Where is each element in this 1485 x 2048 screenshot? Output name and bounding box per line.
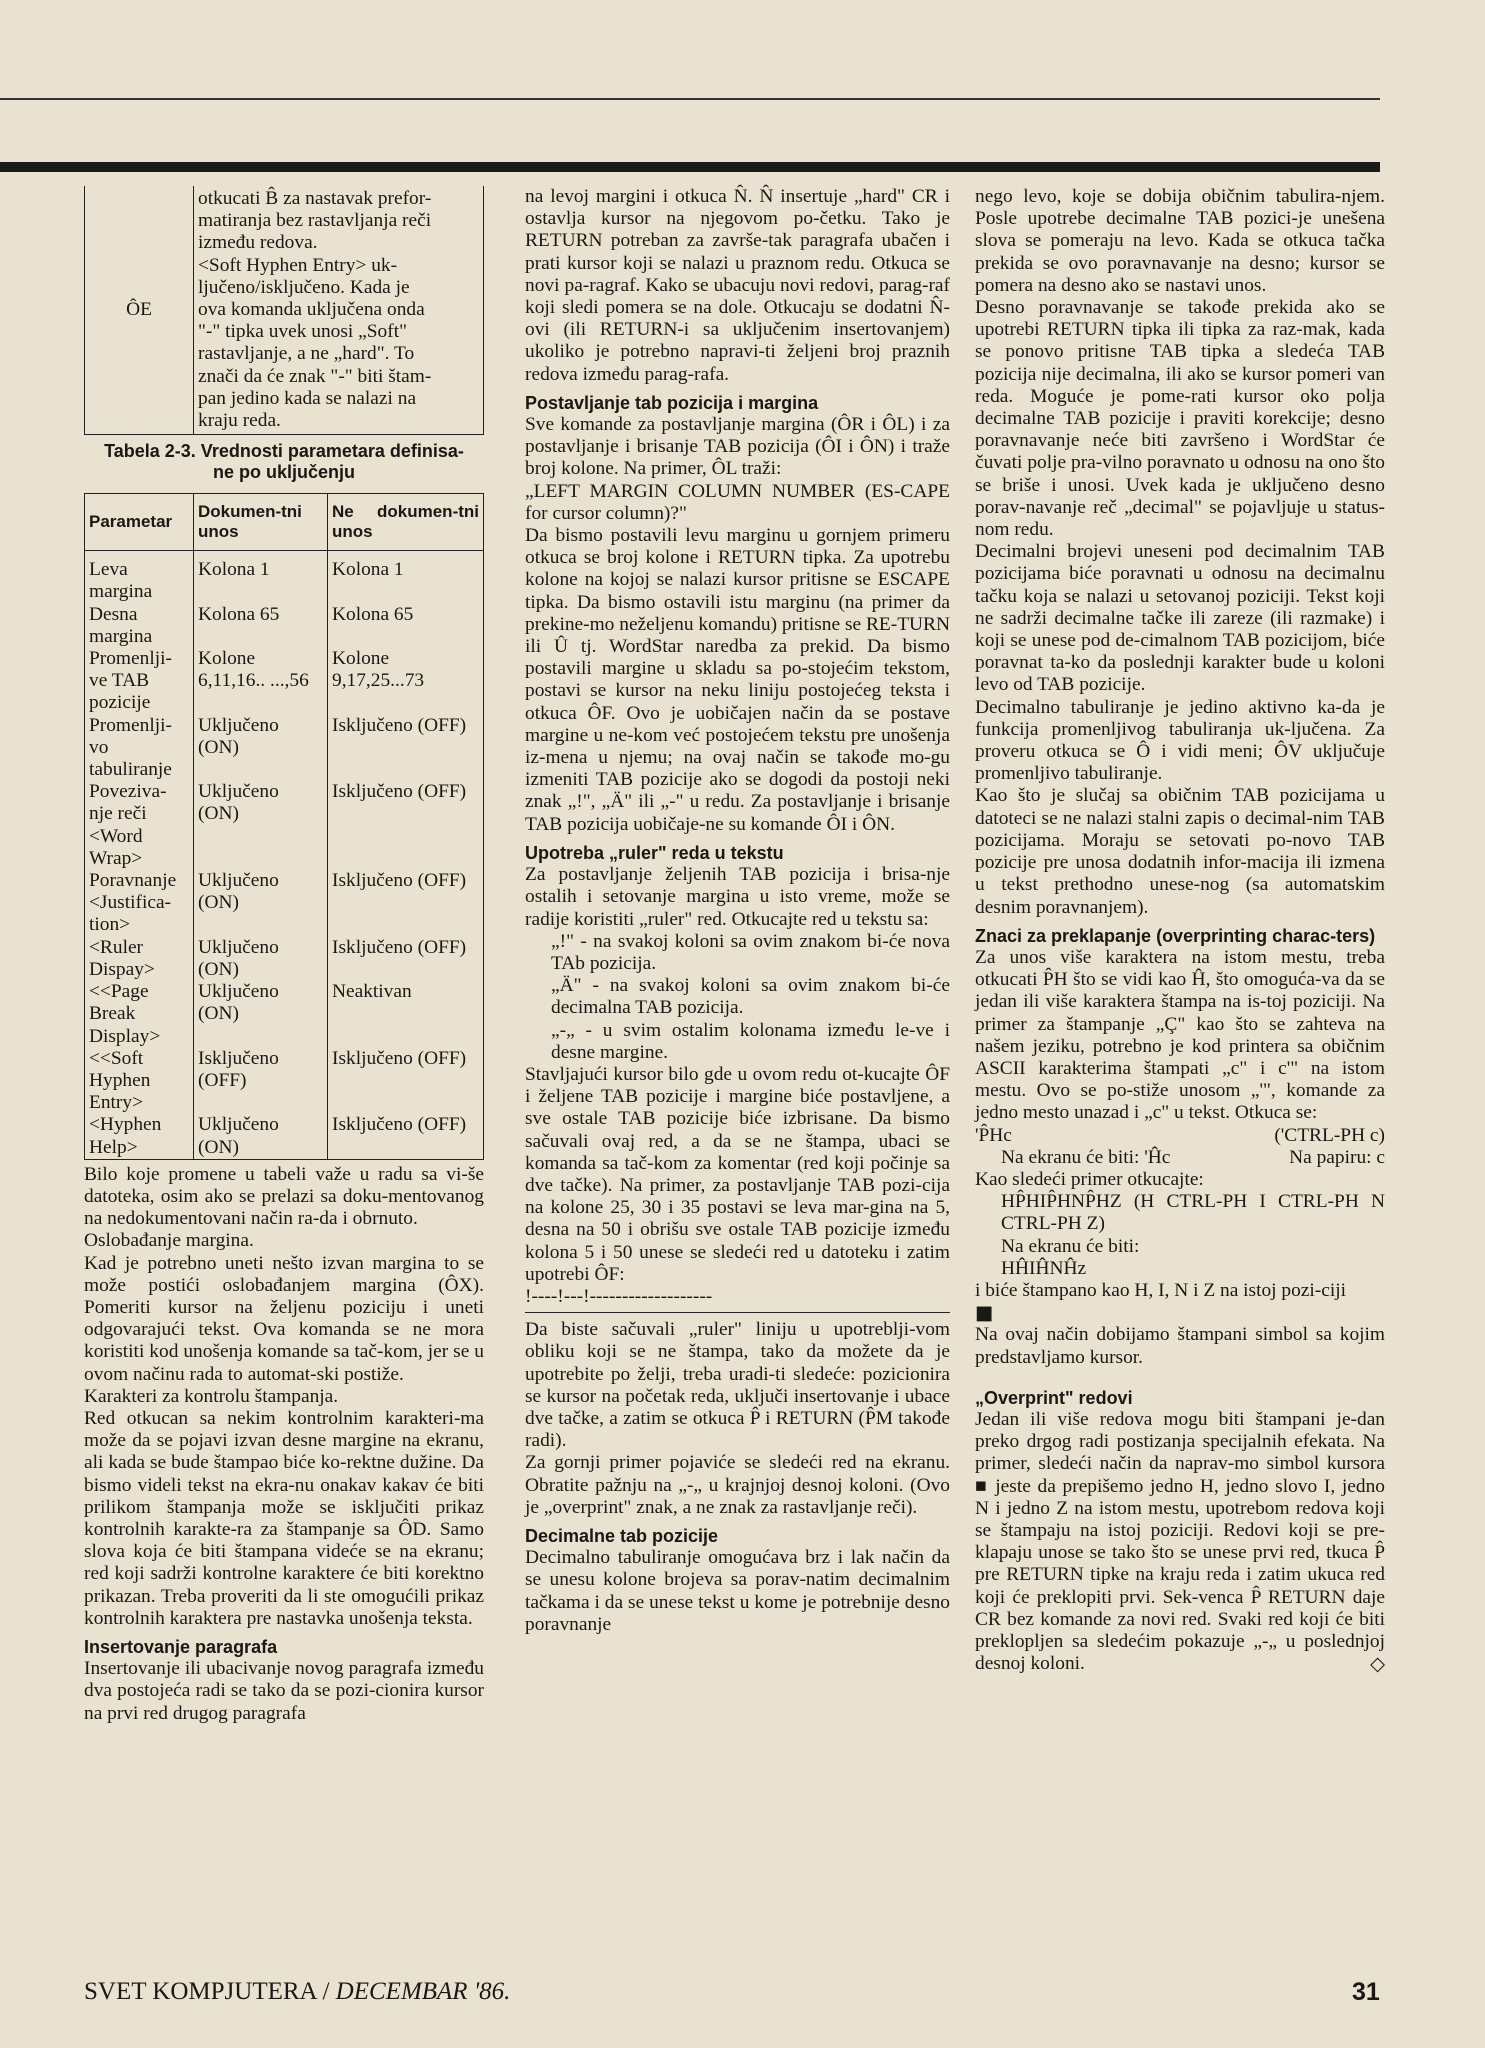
column-2 [525,186,950,1636]
column-3 [975,186,1385,1676]
paragraph: Za gornji primer pojaviće se sledeći red na ekranu. Obratite pažnju na „-„ u krajnjoj desnoj koloni. (Ovo je „overprint" znak, a ne znak za rastavljanje reči). [525,1452,950,1518]
paragraph: Jedan ili više redova mogu biti štampani je-dan preko drgog radi postizanja specijalnih efekata. Na primer, sledeći način da naprav-mo simbol kursora ■ jeste da prepišemo jedno H, jedno slovo I, jedno N i jedno Z na istom mestu, upotrebom redova koji se štampaju na istoj poziciji. Redovi koji se pre-klapaju unose se tako što se unese prvi red, tkuca P̂ pre RETURN tipke na kraju reda i zatim ukuca red koji će preklopiti prvi. Sek-venca P̂ RETURN daje CR bez komande za novi red. Svaki red koji će biti preklopljen sa sledećim pokazuje „-„ u poslednjoj desnoj koloni. [975,1408,1385,1675]
paragraph: Oslobađanje margina. [84,1230,254,1252]
paragraph: Red otkucan sa nekim kontrolnim karakteri-ma može da se pojavi izvan desne margine na ekranu, ali kada se bude štampao biće ko-rektne dužine. Da bismo videli tekst na ekra-nu onakav kakav će biti prilikom štampanja može se isključiti prikaz kontrolnih karakte-ra za štampanje sa ÔD. Samo slova koja će biti štampana videće se na ekranu; red koji sadrži kontrolne karaktere će biti korektno prikazan. Treba proveriti da li ste omogućili prikaz kontrolnih karaktera pre nastavka unošenja teksta. [84,1407,484,1629]
section-heading: Decimalne tab pozicije [525,1525,719,1546]
example-screen: Na ekranu će biti: [1001,1235,1140,1257]
caption-line: Tabela 2-3. Vrednosti parametara definisa- [104,441,464,462]
list-item: „!" - na svakoj koloni sa ovim znakom bi-će nova TAb pozicija. [551,930,950,974]
paragraph: Decimalni brojevi uneseni pod decimalnim TAB pozicijama biće poravnati u odnosu na decimalnu tačku koja se nalazi u setovanoj poziciji. Tekst koji ne sadrži decimalne tačke ili zareze (ili razmake) i koji se unese pod de-cimalnom TAB pozicijom, biće poravnat ta-ko da poslednji karakter bude u koloni levo od TAB pozicije. [975,541,1385,696]
cell-doc: Kolona 1 [194,551,328,604]
box-line: "-" tipka uvek unosi „Soft" [198,321,408,343]
cell-doc: Uključeno (ON) [194,1114,328,1159]
paragraph: Insertovanje ili ubacivanje novog paragrafa između dva postojeća radi se tako da se pozi-cionira kursor na prvi red drugog paragrafa [84,1658,484,1724]
cell-nondoc: Isključeno (OFF) [328,715,484,782]
parameter-table [84,493,484,1159]
cell-nondoc: Isključeno (OFF) [328,1048,484,1115]
cell-nondoc: Kolone 9,17,25...73 [328,648,484,715]
example-line [975,1147,1385,1169]
cell-nondoc: Neaktivan [328,981,484,1048]
command-box [84,186,484,435]
cell-doc: Uključeno (ON) [194,981,328,1048]
cell-doc: Kolone 6,11,16.. ...,56 [194,648,328,715]
paragraph: Karakteri za kontrolu štampanja. [84,1385,339,1407]
example-paper: Na papiru: c [1289,1146,1385,1168]
paragraph: Za postavljanje željenih TAB pozicija i brisa-nje ostalih i setovanje margina u isto vreme, može se radije koristiti „ruler" red. Otkucajte red u tekstu sa: [525,864,950,930]
paragraph: „LEFT MARGIN COLUMN NUMBER (ES-CAPE for cursor column)?" [525,480,950,524]
page-number: 31 [1352,1978,1380,2006]
cell-nondoc: Isključeno (OFF) [328,937,484,981]
cell-param: <Hyphen Help> [85,1114,194,1159]
table-row [85,1048,484,1115]
example-input: HP̂HIP̂HNP̂HZ (H CTRL-PH I CTRL-PH N CTRL-PH Z) [1001,1191,1385,1235]
paragraph: Kao sledeći primer otkucajte: [975,1168,1204,1190]
box-line: otkucati B̂ za nastavak prefor- [198,188,432,209]
header-nedokumentni: Ne dokumen-tni unos [328,494,484,551]
paragraph: Da bismo postavili levu marginu u gornjem primeru otkuca se broj kolone i RETURN tipka. Za upotrebu kolone na kojoj se nalazi kursor pritisne se ESCAPE tipka. Da bismo ostavili istu marginu (na primer da prekine-mo neželjenu komandu) pritisne se RE-TURN ili Û tj. WordStar naredba za prekid. Da bismo postavili margine u skladu sa po-stojećim tekstom, postavi se kursor na neku liniju postojećeg teksta i otkuca ÔF. Ovo je uobičajen način da se postave margine u ne-kom već postojećem tekstu pre unošenja iz-mena u njemu; na ovaj način se takođe mo-gu izmeniti TAB pozicije ako se dogodi da postoji neki znak „!", „Ä" ili „-" u redu. Za postavljanje i brisanje TAB pozicija uobičaje-ne su komande ÔI i ÔN. [525,525,950,835]
cell-param: <Ruler Dispay> [85,937,194,981]
cell-param: Leva margina [85,551,194,604]
issue-date: DECEMBAR '86. [335,1978,511,2005]
box-line: između redova. [198,232,318,254]
table-header-row [85,494,484,551]
top-rule-thin [0,98,1380,100]
cell-param: Poveziva-nje reči <Word Wrap> [85,781,194,870]
section-heading: Postavljanje tab pozicija i margina [525,392,819,413]
table-row [85,937,484,981]
cell-doc: Uključeno (ON) [194,781,328,870]
caption-line: ne po uključenju [212,462,355,483]
footer [84,1978,510,2006]
section-heading: Insertovanje paragrafa [84,1636,278,1657]
cell-nondoc: Isključeno (OFF) [328,781,484,870]
paragraph: Decimalno tabuliranje je jedino aktivno ka-da je funkcija promenljivog tabuliranja uk-ljučena. Za proveru otkuca se Ô i vidi meni; ÔV uključuje promenljivo tabuliranje. [975,696,1385,785]
command-key: ÔE [85,186,194,435]
magazine-name: SVET KOMPJUTERA / [84,1978,330,2005]
paragraph: Desno poravnavanje se takođe prekida ako se upotrebi RETURN tipka ili tipka za raz-mak, kada se ponovo pritisne TAB tipka a sledeća TAB pozicija nije decimalna, ili ako se kursor pomeri van reda. Moguće je pome-rati kursor oko polja decimalne TAB pozicije i praviti korekcije; desno poravnavanje neće biti završeno i WordStar će čuvati polje pra-vilno poravnato u odnosu na ono što se briše i unosi. Uvek kada je uključeno desno porav-navanje reč „decimal" se pojavljuje u status-nom redu. [975,297,1385,541]
header-dokumentni: Dokumen-tni unos [194,494,328,551]
paragraph: Da biste sačuvali „ruler" liniju u upotreblji-vom obliku koji se ne štampa, tako da možete da je upotrebite po želji, treba uradi-ti sledeće: pozicionira se kursor na početak reda, uključi insertovanje i ubace dve tačke, a zatim se otkuca P̂ i RETURN (P̂M takođe radi). [525,1319,950,1452]
ruler-line: !----!---!------------------- [525,1286,950,1313]
paragraph: Decimalno tabuliranje omogućava brz i lak način da se unesu kolone brojeva sa porav-natim decimalnim tačkama i da se unese tekst u kome je potrebnije desno poravnanje [525,1547,950,1635]
example-output: HĤIĤNĤz [1001,1257,1087,1279]
table-row [85,604,484,648]
section-heading: Upotreba „ruler" reda u tekstu [525,842,784,863]
table-row [85,1114,484,1159]
cell-param: <<Page Break Display> [85,981,194,1048]
box-line: ova komanda uključena onda [198,299,425,321]
cell-param: Poravnanje <Justifica-tion> [85,870,194,937]
paragraph: i biće štampano kao H, I, N i Z na istoj pozi-ciji [975,1279,1347,1301]
table-row [85,981,484,1048]
paragraph: Bilo koje promene u tabeli važe u radu sa vi-še datoteka, osim ako se prelazi sa doku-mentovanog na nedokumentovani način ra-da i obrnuto. [84,1163,484,1230]
paragraph: Za unos više karaktera na istom mestu, treba otkucati P̂H što se vidi kao Ĥ, što omogućа-va da se jedan ili više karaktera štampa na is-toj poziciji. Na primer za štampanje „Ç" kao što se zahteva na našem jeziku, potrebno je kod printera sa običnim ASCII karakterima štampati „c" i c'" na istom mestu. Ovo se po-stiže unosom „'", komande za jedno mesto unazad i „c" u tekst. Otkuca se: [975,946,1385,1124]
example-note: ('CTRL-PH c) [1274,1124,1385,1146]
box-line: matiranja bez rastavljanja reči [198,210,432,232]
command-description [194,186,484,435]
cell-doc: Uključeno (ON) [194,937,328,981]
top-rule-thick [0,162,1380,172]
cursor-square-icon: ■ [975,1301,994,1325]
table-row [85,870,484,937]
box-line: pan jedino kada se nalazi na [198,387,417,409]
example-input: 'P̂Hc [975,1124,1012,1146]
paragraph: Sve komande za postavljanje margina (ÔR i ÔL) i za postavljanje i brisanje TAB pozicija (ÔI i ÔN) i traže broj kolone. Na primer, ÔL traži: [525,414,950,480]
table-row [85,551,484,604]
cell-doc: Uključeno (ON) [194,870,328,937]
list-item: „Ä" - na svakoj koloni sa ovim znakom bi-će decimalna TAB pozicija. [551,975,950,1019]
paragraph: Na ovaj način dobijamo štampani simbol sa kojim predstavljamo kursor. [975,1324,1385,1368]
paragraph: na levoj margini i otkuca N̂. N̂ insertuje „hard" CR i ostavlja kursor na njegovom po-četku. Tako je RETURN potreban za završe-tak paragrafa ubačen i prati kursor koji se nalazi u praznom redu. Otkuca se novi pa-ragraf. Kako se ubacuju novi redovi, parag-raf koji sledi pomera se na dole. Otkucaju se dodatni N̂-ovi (ili RETURN-i sa uključenim insertovanjem) ukoliko je potrebno napravi-ti željeni broj praznih redova između parag-rafa. [525,186,950,385]
cell-nondoc: Isključeno (OFF) [328,1114,484,1159]
example-line [975,1125,1385,1147]
list-item: „-„ - u svim ostalim kolonama između le-ve i desne margine. [551,1019,950,1063]
box-line: kraju reda. [198,410,281,432]
cell-nondoc: Isključeno (OFF) [328,870,484,937]
box-line: <Soft Hyphen Entry> uk- [198,254,398,276]
end-mark-icon: ◇ [1370,1652,1385,1676]
table-row [85,715,484,782]
table-row [85,781,484,870]
paragraph: Stavljajući kursor bilo gde u ovom redu ot-kucajte ÔF i željene TAB pozicije i margine biće postavljene, a sve ostale TAB pozicije biće izbrisane. Da bismo sačuvali ovaj red, a da se ne štampa, ubaci se komanda sa tač-kom za komentar (red koji počinje sa dve tačke). Na primer, za postavljanje TAB pozi-cija na kolone 25, 30 i 35 postavi se leva mar-gina na 5, desna na 50 i obrišu sve ostale TAB pozicije između kolona 5 i 50 unese se sledeći red u datoteku i zatim upotrebi ÔF: [525,1063,950,1285]
table-caption [84,441,484,483]
cell-param: Desna margina [85,604,194,648]
paragraph: Kad je potrebno uneti nešto izvan margina to se može postići oslobađanjem margina (ÔX). Pomeriti kursor na željenu poziciju i uneti odgovarajući tekst. Ova komanda se ne mora koristiti kod unošenja komande sa tač-kom, jer se u ovom načinu rada to automat-ski postiže. [84,1252,484,1385]
cell-doc: Uključeno (ON) [194,715,328,782]
box-line: ljučeno/isključeno. Kada je [198,276,410,298]
cell-param: <<Soft Hyphen Entry> [85,1048,194,1115]
box-line: rastavljanje, a ne „hard". To [198,343,415,365]
section-heading: „Overprint" redovi [975,1387,1133,1408]
cell-doc: Kolona 65 [194,604,328,648]
example-screen: Na ekranu će biti: 'Ĥc [1001,1146,1171,1168]
cell-param: Promenlji-vo tabuliranje [85,715,194,782]
cell-nondoc: Kolona 1 [328,551,484,604]
column-1 [84,186,484,1725]
paragraph: nego levo, koje se dobija običnim tabulira-njem. Posle upotrebe decimalne TAB pozici-je unešena slova se pomeraju na levo. Kada se otkuca tačka prekida se ovo poravnavanje na desno; kursor se pomera na desno ako se nastavi unos. [975,186,1385,296]
cell-doc: Isključeno (OFF) [194,1048,328,1115]
table-row [85,648,484,715]
header-parametar: Parametar [85,494,194,551]
cell-nondoc: Kolona 65 [328,604,484,648]
section-heading: Znaci za preklapanje (overprinting charac-ters) [975,925,1376,946]
box-line: znači da će znak "-" biti štam- [198,365,432,387]
paragraph: Kao što je slučaj sa običnim TAB pozicijama u datoteci se ne nalazi stalni zapis o decimal-nim TAB pozicijama. Moraju se setovati po-novo TAB pozicije pre unosa dodatnih infor-macija ili izmena u tekst prethodno unese-nog (sa automatskim desnim poravnanjem). [975,785,1385,918]
cell-param: Promenlji-ve TAB pozicije [85,648,194,715]
